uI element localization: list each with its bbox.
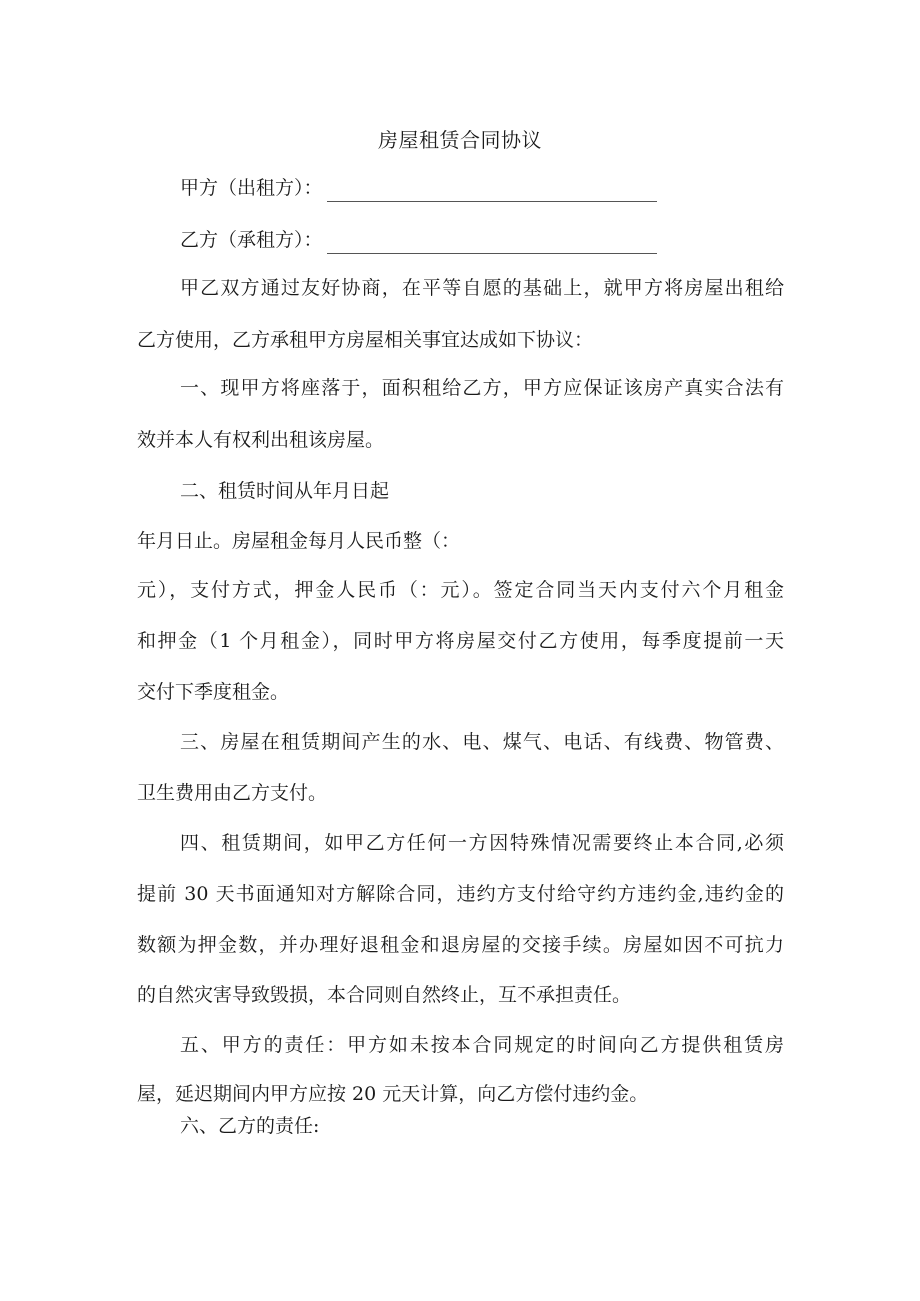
paragraph-line: 的自然灾害导致毁损，本合同则自然终止，互不承担责任。: [137, 984, 632, 1006]
paragraph-line: 数额为押金数，并办理好退租金和退房屋的交接手续。房屋如因不可抗力: [137, 934, 784, 956]
party-b-label: 乙方（承租方）：: [180, 229, 323, 251]
paragraph-line: 甲乙双方通过友好协商，在平等自愿的基础上，就甲方将房屋出租给: [180, 277, 784, 299]
paragraph-line: 一、现甲方将座落于，面积租给乙方，甲方应保证该房产真实合法有: [180, 377, 784, 399]
document-title: 房屋租赁合同协议: [378, 128, 542, 152]
party-b-row: [180, 226, 657, 254]
paragraph-line: 和押金（1 个月租金），同时甲方将房屋交付乙方使用，每季度提前一天: [137, 630, 784, 652]
paragraph-line: 年月日止。房屋租金每月人民币整（：: [137, 530, 461, 552]
party-a-label: 甲方（出租方）：: [180, 177, 323, 199]
paragraph-line: 四、租赁期间，如甲乙方任何一方因特殊情况需要终止本合同,必须: [180, 832, 784, 854]
paragraph-line: 三、房屋在租赁期间产生的水、电、煤气、电话、有线费、物管费、: [180, 731, 784, 753]
paragraph-line: 二、租赁时间从年月日起: [180, 480, 390, 502]
party-a-blank: [327, 181, 657, 202]
paragraph-line: 提前 30 天书面通知对方解除合同，违约方支付给守约方违约金,违约金的: [137, 883, 784, 905]
party-b-blank: [327, 233, 657, 254]
paragraph-line: 五、甲方的责任：甲方如未按本合同规定的时间向乙方提供租赁房: [180, 1034, 784, 1056]
paragraph-line: 元），支付方式，押金人民币（：元）。签定合同当天内支付六个月租金: [137, 579, 784, 601]
party-a-row: [180, 174, 657, 202]
paragraph-line: 效并本人有权利出租该房屋。: [137, 429, 385, 451]
paragraph-line: 交付下季度租金。: [137, 681, 290, 703]
paragraph-line: 屋，延迟期间内甲方应按 20 元天计算，向乙方偿付违约金。: [137, 1083, 649, 1105]
paragraph-line: 卫生费用由乙方支付。: [137, 782, 328, 804]
paragraph-line: 六、乙方的责任:: [180, 1115, 320, 1137]
paragraph-line: 乙方使用，乙方承租甲方房屋相关事宜达成如下协议：: [137, 329, 594, 351]
